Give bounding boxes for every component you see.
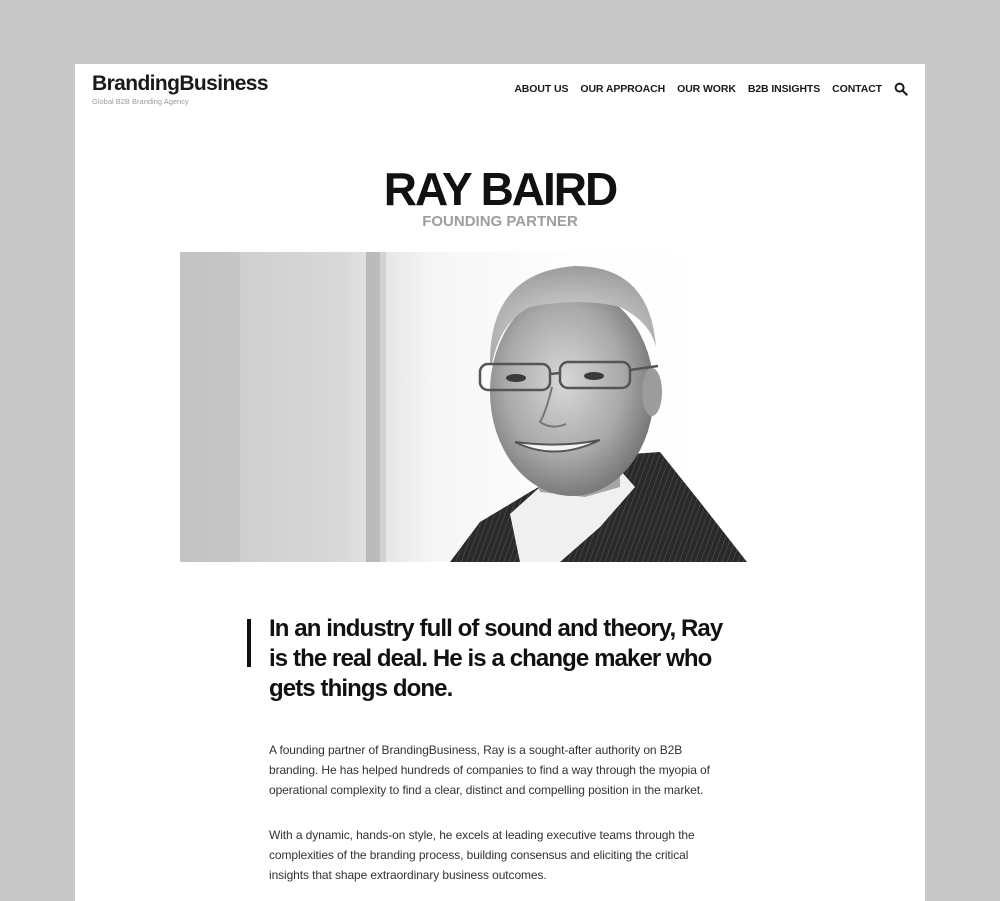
page-title: RAY BAIRD [383,163,617,215]
portrait-image [180,252,747,562]
pull-quote: In an industry full of sound and theory, Ray is the real deal. He is a change maker who gets things done. [269,615,723,702]
brand-tagline: Global B2B Branding Agency [92,97,189,106]
bio-paragraph-2: With a dynamic, hands-on style, he excels at leading executive teams through the complexities of the branding process, building consensus and eliciting the critical insights that shape extraordinary business outcomes. [269,828,695,882]
bio-paragraph-1: A founding partner of BrandingBusiness, Ray is a sought-after authority on B2B branding. He has helped hundreds of companies to find a way through the myopia of operational complexity to find a clear, distinct and compelling position in the market. [269,743,710,797]
quote-bar [247,619,251,667]
nav-about-us[interactable]: ABOUT US [514,83,569,95]
nav-b2b-insights[interactable]: B2B INSIGHTS [747,83,821,95]
page-subtitle: FOUNDING PARTNER [422,213,578,230]
nav-our-approach[interactable]: OUR APPROACH [580,83,666,95]
portrait-photo [180,252,747,562]
nav-contact[interactable]: CONTACT [832,83,882,95]
main-nav [514,82,908,96]
web-page [75,64,925,901]
search-icon[interactable] [894,82,908,96]
nav-our-work[interactable]: OUR WORK [677,83,736,95]
brand-logo[interactable]: BrandingBusiness [92,72,268,95]
